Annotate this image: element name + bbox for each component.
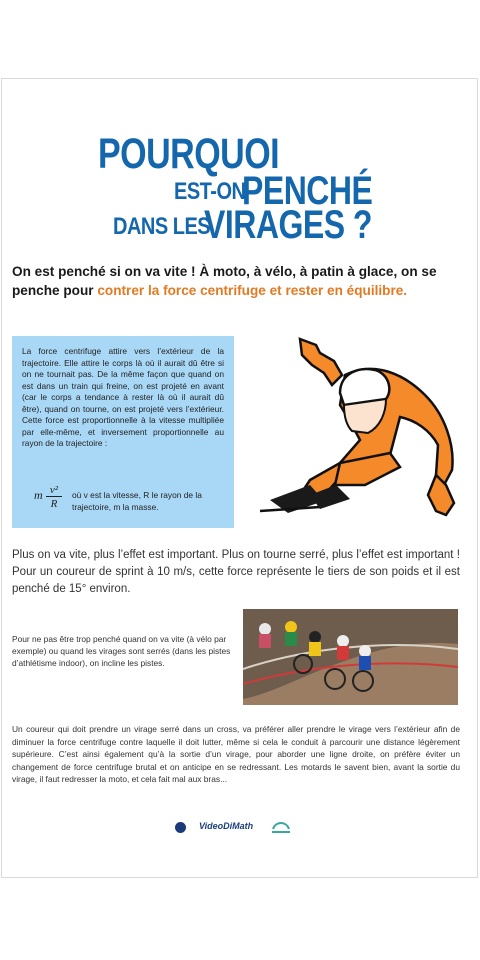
formula-fraction <box>46 484 62 511</box>
paragraph-cross-runner: Un coureur qui doit prendre un virage serré dans un cross, va préférer aller prendre le virage vers l’extérieur afin de diminuer la force centrifuge contre laquelle il doit lutter, même si cela le conduit à parcourir une distance légèrement supérieure. C’est ainsi également qu’à la sortie d’un virage, pour aborder une ligne droite, on préfère éviter un changement de force centrifuge brutal et on anticipe en se redressant. Les motards le savent bien, avant la sortie du virage, il faut redresser la moto, et cela fait mal aux bras... <box>12 724 460 784</box>
partner-logo <box>270 819 292 837</box>
institution-logo <box>175 822 186 833</box>
title-line-2-big: PENCHÉ <box>242 167 373 213</box>
intro-plain: On est penché si on va vite ! À moto, à vélo, à patin à glace, on se penche pour <box>12 264 437 298</box>
paragraph-speed-effect: Plus on va vite, plus l’effet est important. Plus on tourne serré, plus l’effet est important ! Pour un coureur de sprint à 10 m/s, cette force représente le tiers de son poids et il est penché de 15° environ. <box>12 549 460 595</box>
intro-highlight: contrer la force centrifuge et rester en équilibre. <box>97 283 408 298</box>
banked-track-text: Pour ne pas être trop penché quand on va vite (à vélo par exemple) ou quand les virages sont serrés (dans les pistes d’athlétisme indoor), on incline les pistes. <box>12 634 231 668</box>
explanation-text: La force centrifuge attire vers l’extérieur de la trajectoire. Elle attire le corps là où il aurait dû être si on ne tournait pas. De la même façon que quand on est dans un train qui freine, on est projeté en avant (car le corps a tendance à rester là où il aurait dû être), quand on tourne, on est projeté vers l’extérieur. Cette force est proportionnelle à la vitesse multipliée par elle-même, et inversement proportionnelle au rayon de la trajectoire : <box>22 346 224 448</box>
intro-text <box>12 262 462 300</box>
speed-skater-illustration <box>240 335 466 530</box>
title-line-2-small: EST-ON <box>174 178 246 206</box>
title-line-1: POURQUOI <box>98 130 280 178</box>
title-line-3-big: VIRAGES ? <box>204 201 372 247</box>
formula-explanation: où v est la vitesse, R le rayon de la trajectoire, m la masse. <box>72 490 202 512</box>
formula-denominator: R <box>50 498 58 510</box>
cyclists-track-photo <box>243 609 458 705</box>
formula-numerator: v² <box>46 484 62 497</box>
videodimath-logo: VideoDiMath <box>199 821 254 831</box>
title-line-3-small: DANS LES <box>113 213 211 241</box>
formula-mass: m <box>34 488 43 502</box>
logos-footer <box>0 822 480 842</box>
centrifugal-formula <box>34 484 59 510</box>
